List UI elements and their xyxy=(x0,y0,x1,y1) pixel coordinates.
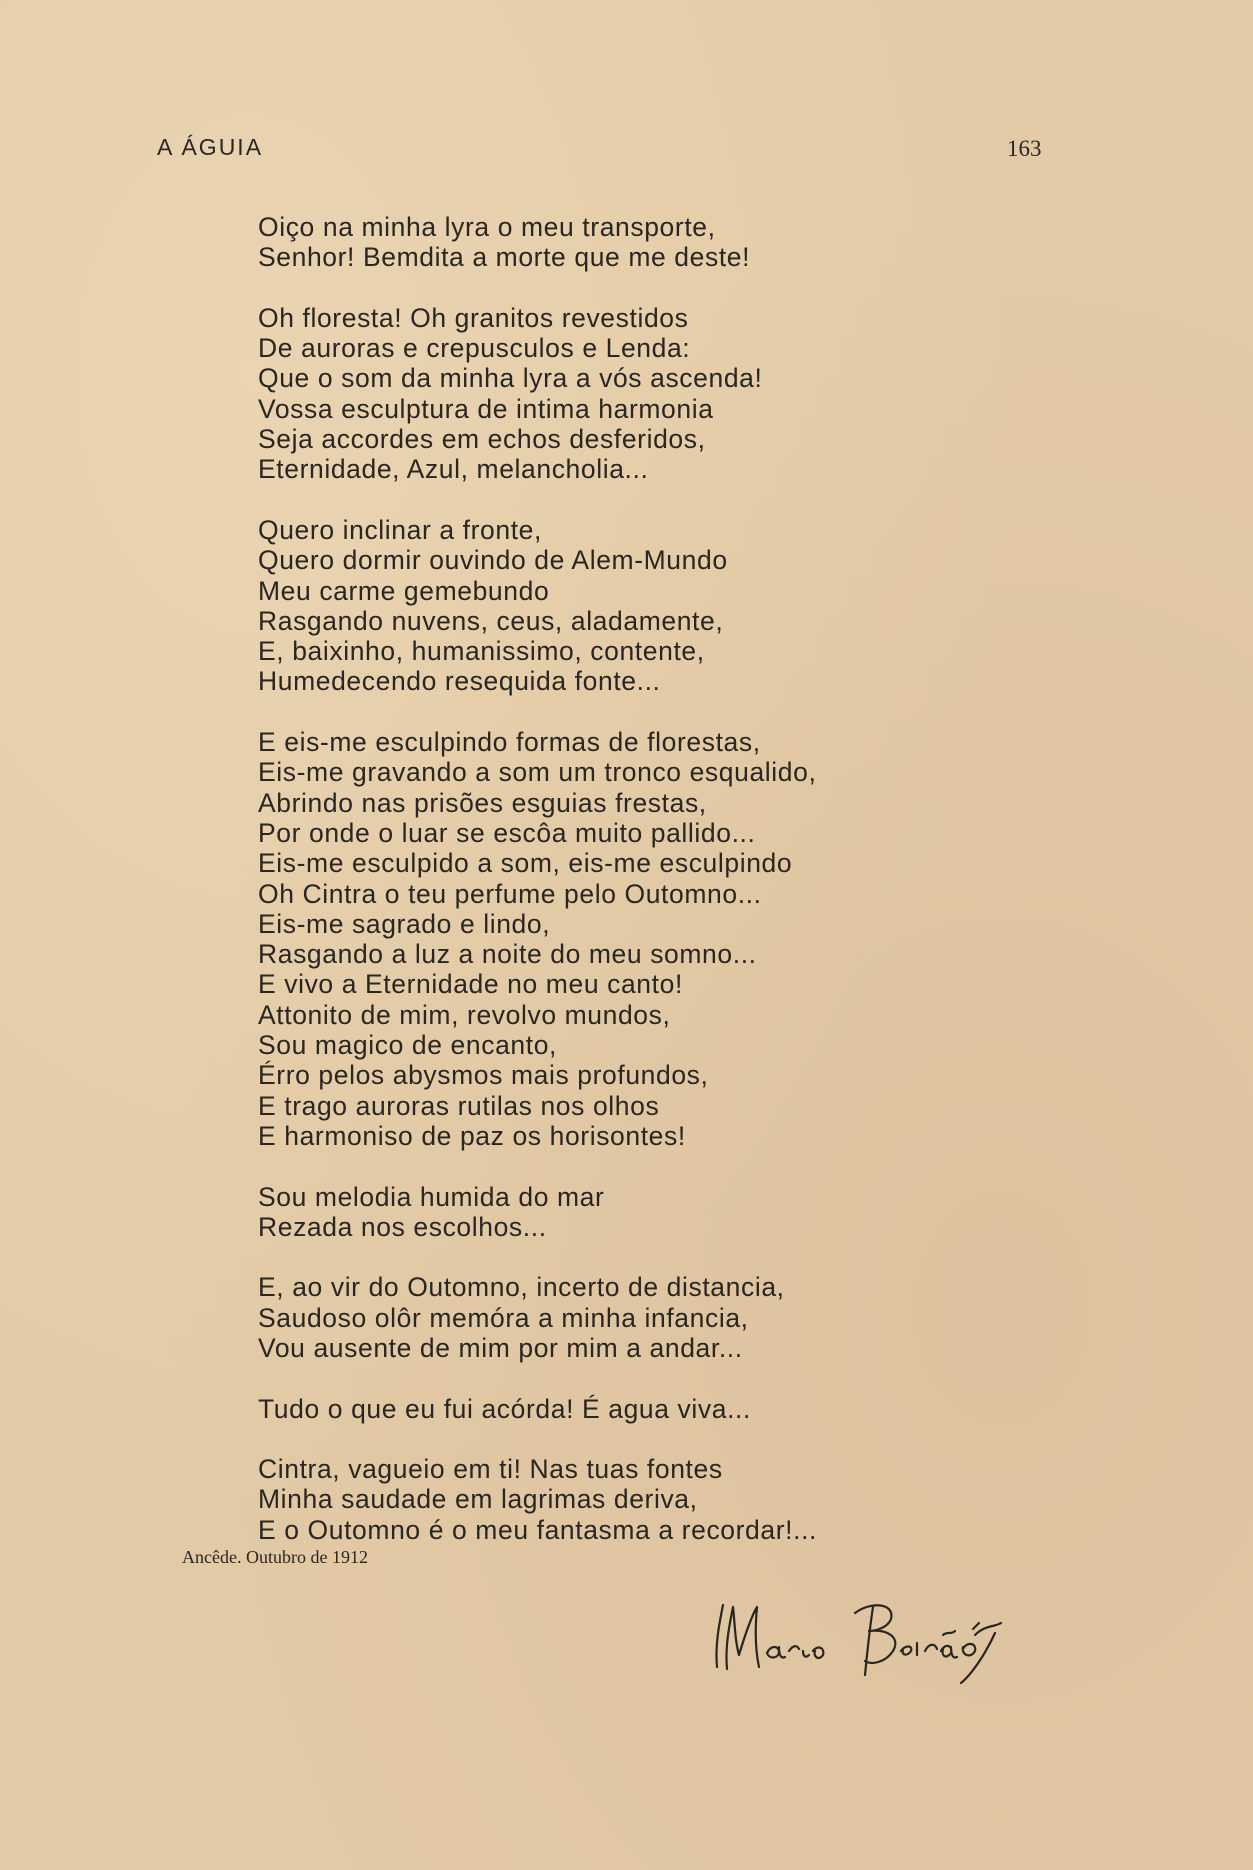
poem-line: Attonito de mim, revolvo mundos, xyxy=(258,999,671,1030)
poem-line: Quero dormir ouvindo de Alem-Mundo xyxy=(258,545,728,576)
poem-line: Saudoso olôr memóra a minha infancia, xyxy=(258,1302,749,1333)
stanza xyxy=(258,303,817,485)
poem-line: Rezada nos escolhos... xyxy=(258,1211,547,1242)
stanza xyxy=(258,515,817,697)
poem-line: Que o som da minha lyra a vós ascenda! xyxy=(258,363,763,394)
poem-line: Por onde o luar se escôa muito pallido... xyxy=(258,817,756,848)
poem-line: Eis-me sagrado e lindo, xyxy=(258,908,551,939)
poem-line: Rasgando a luz a noite do meu somno... xyxy=(258,939,757,970)
poem-line: E harmoniso de paz os horisontes! xyxy=(258,1120,686,1151)
poem-line: Quero inclinar a fronte, xyxy=(258,514,542,545)
poem-line: E o Outomno é o meu fantasma a recordar!... xyxy=(258,1514,818,1545)
page-number: 163 xyxy=(1007,136,1042,161)
poem-line: Oh floresta! Oh granitos revestidos xyxy=(258,302,689,333)
running-title: A ÁGUIA xyxy=(157,134,264,160)
poem-line: E, ao vir do Outomno, incerto de distancia, xyxy=(258,1272,785,1303)
poem-line: E vivo a Eternidade no meu canto! xyxy=(258,969,683,1000)
poem-line: Sou magico de encanto, xyxy=(258,1030,558,1061)
poem-line: Vossa esculptura de intima harmonia xyxy=(258,393,714,424)
stanza xyxy=(258,1272,817,1363)
poem-line: De auroras e crepusculos e Lenda: xyxy=(258,333,691,364)
stanza xyxy=(258,1454,817,1545)
poem-line: Eis-me esculpido a som, eis-me esculpindo xyxy=(258,848,793,879)
poem-line: Vou ausente de mim por mim a andar... xyxy=(258,1332,743,1363)
poem-line: Tudo o que eu fui acórda! É agua viva... xyxy=(258,1393,751,1424)
poem xyxy=(258,212,817,1575)
poem-line: Érro pelos abysmos mais profundos, xyxy=(258,1060,709,1091)
poem-line: Cintra, vagueio em ti! Nas tuas fontes xyxy=(258,1454,723,1485)
poem-line: E, baixinho, humanissimo, contente, xyxy=(258,636,705,667)
poem-line: Sou melodia humida do mar xyxy=(258,1181,605,1212)
poem-line: Eis-me gravando a som um tronco esqualido, xyxy=(258,757,817,788)
poem-line: Oh Cintra o teu perfume pelo Outomno... xyxy=(258,878,762,909)
poem-line: E eis-me esculpindo formas de florestas, xyxy=(258,727,761,758)
poem-line: Minha saudade em lagrimas deriva, xyxy=(258,1484,698,1515)
poem-line: E trago auroras rutilas nos olhos xyxy=(258,1090,660,1121)
poem-line: Meu carme gemebundo xyxy=(258,575,550,606)
dateline: Ancêde. Outubro de 1912 xyxy=(182,1547,368,1567)
poem-line: Abrindo nas prisões esguias frestas, xyxy=(258,787,707,818)
poem-line: Senhor! Bemdita a morte que me deste! xyxy=(258,242,751,273)
handwritten-signature xyxy=(705,1585,1025,1685)
poem-line: Rasgando nuvens, ceus, aladamente, xyxy=(258,605,724,636)
stanza xyxy=(258,1182,817,1243)
poem-line: Oiço na minha lyra o meu transporte, xyxy=(258,212,716,242)
poem-line: Eternidade, Azul, melancholia... xyxy=(258,454,649,485)
stanza xyxy=(258,212,817,273)
poem-line: Seja accordes em echos desferidos, xyxy=(258,424,706,455)
stanza xyxy=(258,727,817,1151)
stanza xyxy=(258,1394,817,1424)
poem-line: Humedecendo resequida fonte... xyxy=(258,666,661,697)
